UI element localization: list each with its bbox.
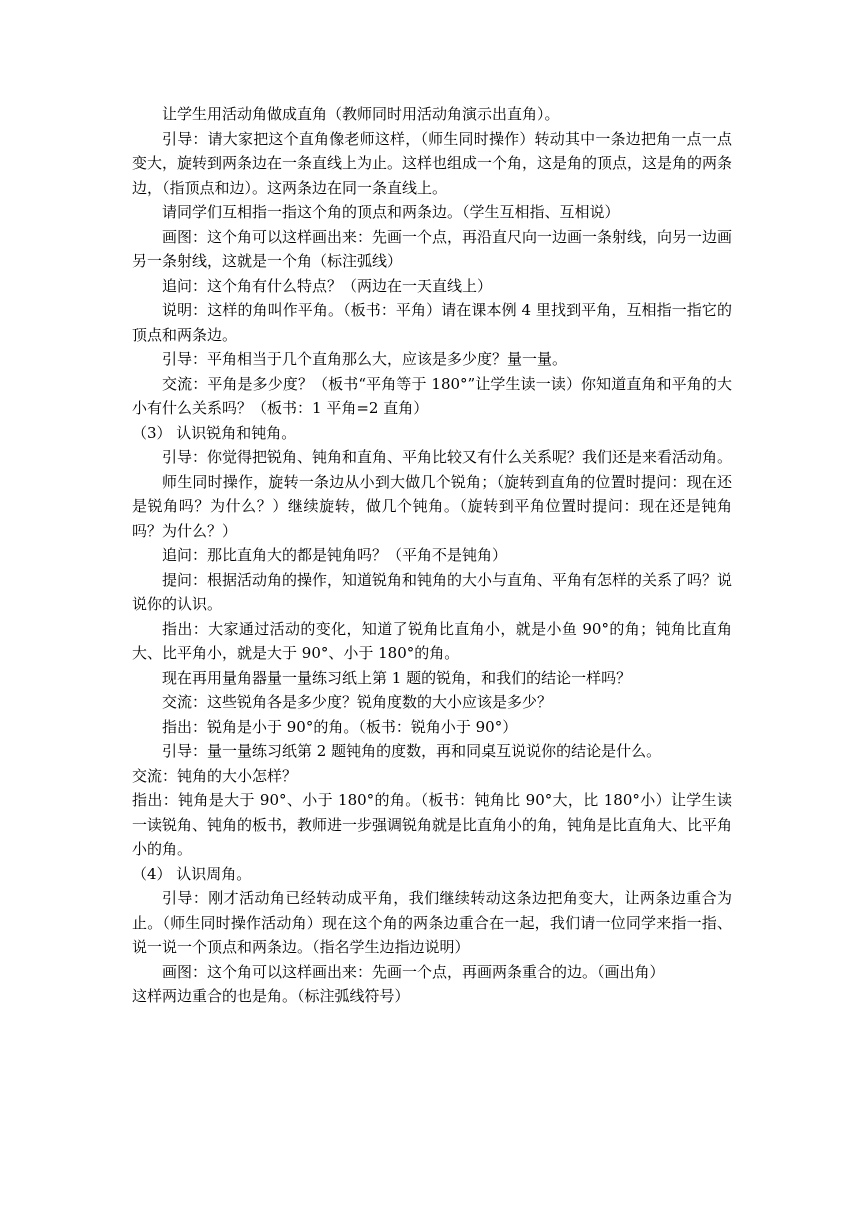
paragraph-8: 交流：平角是多少度？（板书“平角等于 180°”让学生读一读）你知道直角和平角的大小有什么关系吗？（板书：1 平角=2 直角）	[132, 374, 732, 417]
paragraph-5: 追问：这个角有什么特点？（两边在一天直线上）	[162, 276, 493, 295]
paragraph-22: 引导：刚才活动角已经转动成平角，我们继续转动这条边把角变大，让两条边重合为止。（师生同时操作活动角）现在这个角的两条边重合在一起，我们请一位同学来指一指、说一说一个顶点和两条边。（指名学生边指边说明）	[132, 889, 732, 956]
paragraph-19: 交流：钝角的大小怎样？	[132, 766, 298, 785]
paragraph-6: 说明：这样的角叫作平角。（板书：平角）请在课本例 4 里找到平角，互相指一指它的顶点和两条边。	[132, 301, 732, 344]
paragraph-24: 这样两边重合的也是角。（标注弧线符号）	[132, 987, 410, 1005]
paragraph-18: 引导：量一量练习纸第 2 题钝角的度数，再和同桌互说说你的结论是什么。	[162, 742, 662, 760]
paragraph-3: 请同学们互相指一指这个角的顶点和两条边。（学生互相指、互相说）	[162, 203, 620, 221]
paragraph-14: 指出：大家通过活动的变化，知道了锐角比直角小，就是小鱼 90°的角；钝角比直角大、比平角小，就是大于 90°、小于 180°的角。	[132, 619, 732, 662]
paragraph-4: 画图：这个角可以这样画出来：先画一个点，再沿直尺向一边画一条射线，向另一边画另一条射线，这就是一个角（标注弧线）	[132, 227, 733, 270]
paragraph-11: 师生同时操作，旋转一条边从小到大做几个锐角；（旋转到直角的位置时提问：现在还是锐角吗？为什么？）继续旋转，做几个钝角。（旋转到平角位置时提问：现在还是钝角吗？为什么？）	[132, 472, 732, 540]
paragraph-23: 画图：这个角可以这样画出来：先画一个点，再画两条重合的边。（画出角）	[162, 962, 665, 981]
document-page	[132, 102, 732, 1009]
paragraph-16: 交流：这些锐角各是多少度？锐角度数的大小应该是多少？	[162, 693, 553, 711]
paragraph-17: 指出：锐角是小于 90°的角。（板书：锐角小于 90°）	[162, 717, 518, 736]
paragraph-7: 引导：平角相当于几个直角那么大，应该是多少度？量一量。	[162, 350, 568, 368]
section-heading-3: （3） 认识锐角和钝角。	[132, 423, 297, 442]
paragraph-2: 引导：请大家把这个直角像老师这样，（师生同时操作）转动其中一条边把角一点一点变大，旋转到两条边在一条直线上为止。这样也组成一个角，这是角的顶点，这是角的两条边，（指顶点和边）。这两条边在同一条直线上。	[132, 129, 733, 197]
paragraph-20: 指出：钝角是大于 90°、小于 180°的角。（板书：钝角比 90°大，比 180°小）让学生读一读锐角、钝角的板书，教师进一步强调锐角就是比直角小的角，钝角是比直角大、比平角小的角。	[132, 791, 733, 858]
paragraph-15: 现在再用量角器量一量练习纸上第 1 题的锐角，和我们的结论一样吗？	[162, 668, 632, 687]
paragraph-10: 引导：你觉得把锐角、钝角和直角、平角比较又有什么关系呢？我们还是来看活动角。	[162, 448, 733, 466]
paragraph-1: 让学生用活动角做成直角（教师同时用活动角演示出直角）。	[162, 105, 560, 123]
section-heading-4: （4） 认识周角。	[132, 864, 252, 883]
paragraph-13: 提问：根据活动角的操作，知道锐角和钝角的大小与直角、平角有怎样的关系了吗？说说你的认识。	[132, 570, 733, 613]
paragraph-12: 追问：那比直角大的都是钝角吗？（平角不是钝角）	[162, 546, 508, 564]
